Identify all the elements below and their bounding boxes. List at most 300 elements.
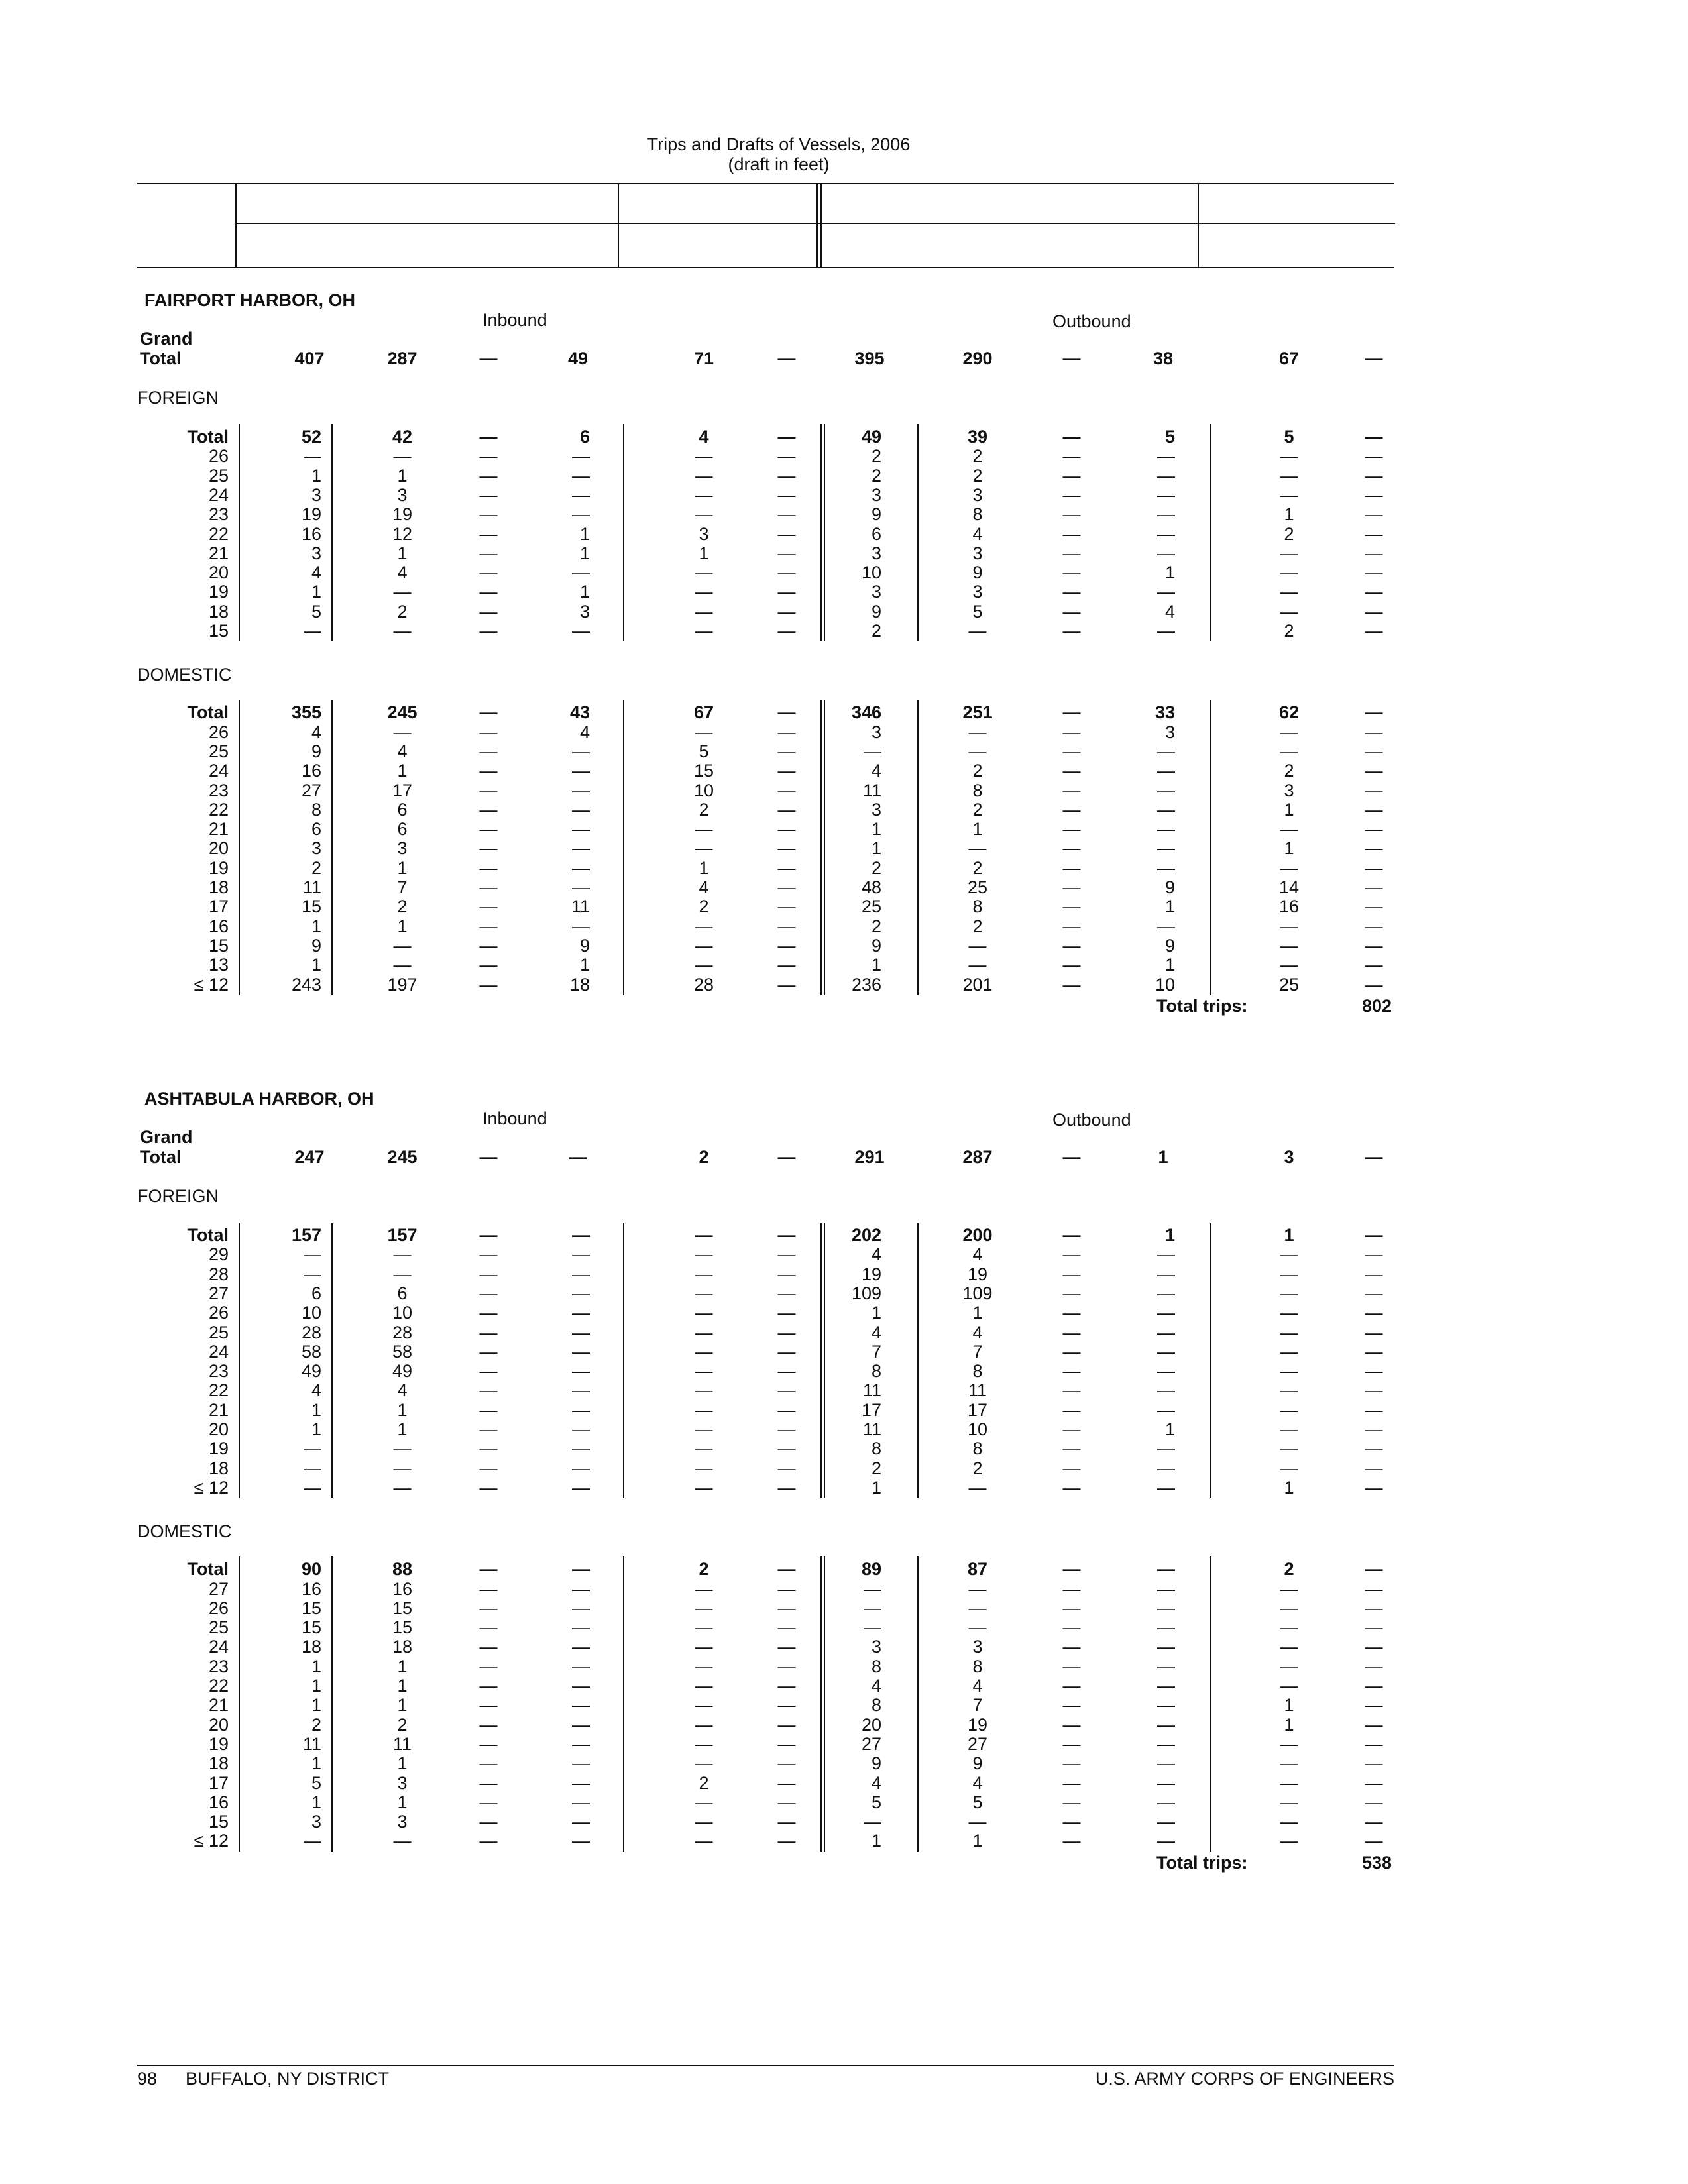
block-vline xyxy=(239,424,240,641)
inbound-cell: 1 xyxy=(397,916,408,936)
inbound-cell: — xyxy=(572,1419,590,1439)
outbound-cell: — xyxy=(1365,857,1383,878)
draft-label: 17 xyxy=(208,897,229,917)
inbound-cell: 15 xyxy=(693,761,714,781)
draft-label: 25 xyxy=(208,1322,229,1342)
inbound-cell: — xyxy=(572,761,590,781)
outbound-cell: — xyxy=(1280,446,1298,466)
outbound-cell: — xyxy=(1365,761,1383,781)
outbound-cell: 1 xyxy=(871,955,881,975)
inbound-label: Inbound xyxy=(482,310,547,330)
outbound-cell: — xyxy=(1365,446,1383,466)
outbound-cell: 1 xyxy=(972,1303,983,1323)
header-vline xyxy=(820,183,822,267)
outbound-cell: — xyxy=(1280,1264,1298,1284)
inbound-cell: — xyxy=(777,877,796,897)
draft-label: 21 xyxy=(208,1695,229,1716)
outbound-cell: 14 xyxy=(1278,877,1300,897)
outbound-cell: — xyxy=(1062,1559,1081,1580)
outbound-cell: 201 xyxy=(962,974,993,995)
draft-label: 17 xyxy=(208,1773,229,1793)
draft-label: 18 xyxy=(208,877,229,897)
outbound-cell: — xyxy=(1280,955,1298,975)
inbound-cell: 18 xyxy=(392,1637,413,1657)
outbound-cell: — xyxy=(864,1598,881,1618)
inbound-cell: — xyxy=(479,935,498,956)
outbound-cell: — xyxy=(1062,1695,1081,1716)
inbound-cell: 4 xyxy=(311,1380,321,1401)
draft-label: ≤ 12 xyxy=(194,1477,229,1498)
outbound-cell: 2 xyxy=(871,916,881,936)
outbound-cell: — xyxy=(1365,504,1383,525)
inbound-cell: 6 xyxy=(397,1283,408,1303)
outbound-cell: — xyxy=(1157,761,1175,781)
grand-total-outbound-cell: 287 xyxy=(962,1147,993,1167)
inbound-cell: 1 xyxy=(397,1676,408,1696)
inbound-cell: — xyxy=(695,1399,713,1420)
outbound-cell: 5 xyxy=(1164,427,1175,447)
outbound-cell: — xyxy=(1157,543,1175,563)
outbound-cell: — xyxy=(1365,722,1383,742)
inbound-cell: — xyxy=(479,621,498,641)
inbound-cell: 2 xyxy=(699,1559,709,1580)
inbound-cell: — xyxy=(572,1714,590,1735)
inbound-cell: 1 xyxy=(699,857,709,878)
inbound-cell: — xyxy=(479,1714,498,1735)
outbound-cell: — xyxy=(1280,722,1298,742)
outbound-cell: — xyxy=(1062,819,1081,840)
outbound-cell: — xyxy=(1365,1598,1383,1618)
outbound-cell: — xyxy=(968,1617,987,1638)
inbound-cell: — xyxy=(777,1676,796,1696)
inbound-cell: — xyxy=(777,916,796,936)
outbound-cell: — xyxy=(1280,1399,1298,1420)
draft-label: 25 xyxy=(208,1617,229,1638)
header-vline xyxy=(618,183,619,267)
outbound-cell: — xyxy=(1062,1458,1081,1478)
outbound-cell: 2 xyxy=(972,446,983,466)
outbound-cell: 3 xyxy=(1164,722,1175,742)
outbound-cell: 1 xyxy=(1284,1714,1294,1735)
total-trips-value: 802 xyxy=(1361,995,1392,1016)
outbound-cell: — xyxy=(1365,1264,1383,1284)
outbound-cell: — xyxy=(1365,1733,1383,1754)
inbound-cell: — xyxy=(479,1617,498,1638)
block-vline xyxy=(623,1223,624,1498)
inbound-cell: — xyxy=(304,1439,321,1459)
inbound-cell: — xyxy=(695,1380,713,1401)
grand-total-outbound-cell: — xyxy=(1365,349,1383,368)
inbound-cell: 1 xyxy=(579,523,590,544)
inbound-cell: 15 xyxy=(301,1598,321,1618)
inbound-cell: — xyxy=(572,1361,590,1382)
inbound-cell: — xyxy=(479,1244,498,1265)
outbound-cell: — xyxy=(1157,1792,1175,1812)
inbound-cell: — xyxy=(393,1458,412,1478)
grand-total-outbound-cell: — xyxy=(1365,1147,1383,1167)
inbound-cell: — xyxy=(777,1578,796,1599)
outbound-cell: 4 xyxy=(871,1322,881,1342)
inbound-cell: 3 xyxy=(397,838,408,859)
outbound-cell: — xyxy=(1062,1831,1081,1851)
inbound-cell: 243 xyxy=(291,974,321,995)
inbound-cell: — xyxy=(777,1225,796,1245)
inbound-cell: — xyxy=(695,1617,713,1638)
outbound-cell: — xyxy=(1157,621,1175,641)
outbound-cell: — xyxy=(1365,1792,1383,1812)
inbound-cell: 1 xyxy=(311,955,321,975)
inbound-cell: 1 xyxy=(579,543,590,563)
draft-label: 19 xyxy=(208,1733,229,1754)
outbound-cell: 3 xyxy=(972,1637,983,1657)
inbound-cell: — xyxy=(695,1637,713,1657)
header-top-rule xyxy=(137,183,1394,184)
outbound-cell: 9 xyxy=(871,504,881,525)
outbound-cell: 1 xyxy=(1284,1695,1294,1716)
outbound-cell: — xyxy=(1365,1656,1383,1676)
inbound-cell: 1 xyxy=(699,543,709,563)
inbound-cell: — xyxy=(777,1477,796,1498)
outbound-cell: 8 xyxy=(871,1656,881,1676)
inbound-cell: — xyxy=(777,1773,796,1793)
inbound-cell: 90 xyxy=(301,1559,321,1580)
outbound-cell: 89 xyxy=(861,1559,881,1580)
outbound-cell: 3 xyxy=(871,484,881,505)
inbound-cell: — xyxy=(479,484,498,505)
block-vline xyxy=(331,1223,333,1498)
outbound-cell: — xyxy=(968,621,987,641)
inbound-cell: — xyxy=(695,1695,713,1716)
inbound-cell: — xyxy=(695,1812,713,1832)
outbound-cell: — xyxy=(1062,1753,1081,1774)
draft-label: 15 xyxy=(208,621,229,641)
inbound-cell: 1 xyxy=(311,1656,321,1676)
inbound-cell: — xyxy=(777,955,796,975)
outbound-cell: 2 xyxy=(871,1458,881,1478)
outbound-cell: — xyxy=(1062,601,1081,622)
outbound-cell: 7 xyxy=(871,1341,881,1362)
inbound-cell: — xyxy=(479,741,498,761)
draft-label: 24 xyxy=(208,484,229,505)
inbound-cell: 1 xyxy=(311,1792,321,1812)
inbound-cell: — xyxy=(777,741,796,761)
outbound-cell: — xyxy=(1157,1695,1175,1716)
outbound-cell: — xyxy=(1062,1812,1081,1832)
outbound-cell: — xyxy=(1062,484,1081,505)
outbound-cell: 202 xyxy=(851,1225,881,1245)
inbound-cell: — xyxy=(479,1419,498,1439)
foreign-label: FOREIGN xyxy=(137,1186,219,1206)
inbound-cell: — xyxy=(572,780,590,800)
draft-label: 21 xyxy=(208,543,229,563)
block-vline xyxy=(1210,1556,1211,1852)
inbound-cell: — xyxy=(695,1341,713,1362)
draft-label: 22 xyxy=(208,1676,229,1696)
inbound-cell: 5 xyxy=(311,1773,321,1793)
draft-label: 25 xyxy=(208,741,229,761)
outbound-cell: — xyxy=(1157,1458,1175,1478)
outbound-cell: 11 xyxy=(862,1419,881,1439)
draft-label: ≤ 12 xyxy=(194,1831,229,1851)
inbound-cell: — xyxy=(479,1458,498,1478)
inbound-cell: 12 xyxy=(392,523,413,544)
inbound-cell: — xyxy=(695,1439,713,1459)
outbound-cell: — xyxy=(1157,1341,1175,1362)
outbound-cell: — xyxy=(1062,1439,1081,1459)
inbound-cell: 1 xyxy=(397,857,408,878)
draft-label: 27 xyxy=(208,1283,229,1303)
inbound-cell: — xyxy=(777,1792,796,1812)
inbound-cell: 19 xyxy=(301,504,321,525)
inbound-cell: — xyxy=(695,1264,713,1284)
outbound-cell: — xyxy=(1062,1225,1081,1245)
grand-total-inbound-cell: 407 xyxy=(294,349,325,368)
outbound-cell: — xyxy=(1365,1419,1383,1439)
inbound-cell: — xyxy=(393,935,412,956)
outbound-cell: — xyxy=(864,741,881,761)
inbound-cell: — xyxy=(777,1458,796,1478)
inbound-cell: — xyxy=(695,1419,713,1439)
outbound-cell: — xyxy=(1157,1477,1175,1498)
outbound-cell: — xyxy=(1365,955,1383,975)
outbound-cell: 9 xyxy=(1164,935,1175,956)
header-bottom-rule xyxy=(137,267,1394,268)
inbound-cell: — xyxy=(304,1244,321,1265)
inbound-cell: — xyxy=(777,1753,796,1774)
outbound-cell: — xyxy=(1062,702,1081,723)
outbound-cell: — xyxy=(1365,601,1383,622)
outbound-cell: — xyxy=(1062,1419,1081,1439)
inbound-cell: — xyxy=(572,1341,590,1362)
total-trips-value: 538 xyxy=(1361,1852,1392,1873)
inbound-cell: 11 xyxy=(571,897,590,917)
inbound-cell: — xyxy=(479,504,498,525)
harbor-name: ASHTABULA HARBOR, OH xyxy=(144,1089,374,1109)
outbound-cell: — xyxy=(1280,1380,1298,1401)
outbound-cell: — xyxy=(1280,1439,1298,1459)
outbound-cell: 4 xyxy=(871,1244,881,1265)
grand-total-inbound-cell: 2 xyxy=(699,1147,709,1167)
outbound-cell: — xyxy=(1365,935,1383,956)
outbound-cell: 19 xyxy=(861,1264,881,1284)
domestic-label: DOMESTIC xyxy=(137,1521,232,1542)
outbound-cell: 5 xyxy=(1284,427,1294,447)
inbound-cell: — xyxy=(777,857,796,878)
inbound-cell: 10 xyxy=(301,1303,321,1323)
inbound-cell: — xyxy=(572,1598,590,1618)
inbound-cell: 58 xyxy=(392,1341,413,1362)
outbound-cell: 27 xyxy=(861,1733,881,1754)
draft-label: 18 xyxy=(208,601,229,622)
district-name: BUFFALO, NY DISTRICT xyxy=(186,2069,390,2089)
block-vline xyxy=(623,1556,624,1852)
draft-label: 29 xyxy=(208,1244,229,1265)
inbound-cell: 17 xyxy=(392,780,413,800)
inbound-cell: — xyxy=(479,780,498,800)
outbound-cell: — xyxy=(1157,1637,1175,1657)
block-vline xyxy=(1210,700,1211,995)
outbound-cell: — xyxy=(1062,1477,1081,1498)
outbound-cell: — xyxy=(1062,523,1081,544)
outbound-cell: 62 xyxy=(1278,702,1300,723)
outbound-cell: 10 xyxy=(967,1419,988,1439)
outbound-cell: — xyxy=(1157,1361,1175,1382)
outbound-cell: — xyxy=(864,1812,881,1832)
outbound-cell: — xyxy=(1280,1578,1298,1599)
inbound-cell: — xyxy=(572,1656,590,1676)
inbound-cell: — xyxy=(572,916,590,936)
inbound-cell: 2 xyxy=(699,897,709,917)
draft-label: 26 xyxy=(208,1303,229,1323)
inbound-cell: 2 xyxy=(397,897,408,917)
outbound-cell: — xyxy=(1157,1303,1175,1323)
inbound-cell: — xyxy=(695,1714,713,1735)
inbound-cell: — xyxy=(572,1380,590,1401)
inbound-cell: — xyxy=(777,1559,796,1580)
outbound-cell: — xyxy=(1365,1695,1383,1716)
inbound-cell: 28 xyxy=(693,974,714,995)
grand-total-inbound-cell: — xyxy=(569,1147,587,1167)
outbound-cell: 4 xyxy=(972,1322,983,1342)
outbound-cell: — xyxy=(1365,582,1383,602)
outbound-cell: 11 xyxy=(862,780,881,800)
inbound-cell: — xyxy=(777,1264,796,1284)
inbound-cell: — xyxy=(777,761,796,781)
outbound-cell: — xyxy=(1365,1380,1383,1401)
inbound-cell: — xyxy=(695,1225,713,1245)
outbound-cell: 4 xyxy=(871,761,881,781)
outbound-cell: — xyxy=(1062,563,1081,583)
inbound-cell: — xyxy=(695,1656,713,1676)
outbound-cell: — xyxy=(1365,621,1383,641)
inbound-cell: — xyxy=(777,621,796,641)
draft-label: 23 xyxy=(208,1656,229,1676)
grand-total-inbound-cell: 49 xyxy=(567,349,589,368)
inbound-cell: 67 xyxy=(693,702,714,723)
outbound-cell: — xyxy=(1157,465,1175,486)
outbound-cell: — xyxy=(1280,1773,1298,1793)
outbound-cell: 1 xyxy=(1164,955,1175,975)
agency-name: U.S. ARMY CORPS OF ENGINEERS xyxy=(1095,2069,1394,2089)
outbound-cell: 2 xyxy=(871,857,881,878)
outbound-cell: 2 xyxy=(871,465,881,486)
outbound-cell: — xyxy=(1280,741,1298,761)
inbound-cell: — xyxy=(393,722,412,742)
outbound-cell: — xyxy=(1062,1399,1081,1420)
outbound-cell: — xyxy=(1062,1361,1081,1382)
block-vline xyxy=(331,700,333,995)
grand-total-label: Grand Total xyxy=(140,1127,193,1167)
outbound-cell: — xyxy=(1280,1458,1298,1478)
outbound-cell: 7 xyxy=(972,1695,983,1716)
inbound-cell: — xyxy=(777,1303,796,1323)
inbound-cell: 1 xyxy=(311,1695,321,1716)
outbound-cell: 5 xyxy=(972,601,983,622)
inbound-cell: 49 xyxy=(392,1361,413,1382)
draft-label: 26 xyxy=(208,1598,229,1618)
outbound-cell: — xyxy=(1365,1399,1383,1420)
inbound-cell: — xyxy=(479,819,498,840)
outbound-cell: — xyxy=(1365,1831,1383,1851)
outbound-cell: — xyxy=(1280,1322,1298,1342)
inbound-cell: 2 xyxy=(311,857,321,878)
grand-total-outbound-cell: 291 xyxy=(854,1147,885,1167)
draft-label: 20 xyxy=(208,1419,229,1439)
outbound-cell: 10 xyxy=(861,563,881,583)
outbound-cell: — xyxy=(1280,857,1298,878)
inbound-cell: — xyxy=(777,1617,796,1638)
draft-label: 15 xyxy=(208,1812,229,1832)
outbound-cell: 9 xyxy=(871,601,881,622)
outbound-cell: — xyxy=(968,1598,987,1618)
outbound-cell: — xyxy=(1062,1714,1081,1735)
outbound-cell: 49 xyxy=(861,427,881,447)
outbound-cell: — xyxy=(1365,1773,1383,1793)
inbound-cell: — xyxy=(479,1303,498,1323)
block-vline xyxy=(331,424,333,641)
outbound-cell: — xyxy=(1157,1714,1175,1735)
outbound-cell: — xyxy=(1157,819,1175,840)
inbound-cell: 3 xyxy=(699,523,709,544)
inbound-cell: 18 xyxy=(301,1637,321,1657)
outbound-cell: — xyxy=(1365,1283,1383,1303)
outbound-cell: — xyxy=(1157,857,1175,878)
outbound-cell: — xyxy=(1062,1773,1081,1793)
outbound-cell: — xyxy=(1157,1399,1175,1420)
outbound-cell: 2 xyxy=(972,799,983,820)
outbound-cell: — xyxy=(1157,799,1175,820)
outbound-cell: 1 xyxy=(871,1831,881,1851)
inbound-cell: — xyxy=(479,1341,498,1362)
inbound-cell: — xyxy=(695,916,713,936)
inbound-cell: — xyxy=(572,563,590,583)
inbound-cell: 197 xyxy=(387,974,418,995)
outbound-cell: — xyxy=(968,741,987,761)
inbound-cell: — xyxy=(695,621,713,641)
inbound-cell: — xyxy=(479,877,498,897)
inbound-cell: — xyxy=(695,1578,713,1599)
outbound-cell: 6 xyxy=(871,523,881,544)
outbound-cell: — xyxy=(1157,1598,1175,1618)
inbound-cell: — xyxy=(479,761,498,781)
inbound-cell: 3 xyxy=(311,838,321,859)
outbound-cell: — xyxy=(1280,1676,1298,1696)
inbound-cell: 4 xyxy=(699,877,709,897)
inbound-cell: 10 xyxy=(392,1303,413,1323)
outbound-cell: — xyxy=(968,955,987,975)
block-vline xyxy=(917,700,919,995)
grand-total-outbound-cell: 1 xyxy=(1158,1147,1168,1167)
inbound-cell: — xyxy=(479,563,498,583)
outbound-cell: — xyxy=(1280,916,1298,936)
outbound-cell: — xyxy=(1280,1244,1298,1265)
inbound-cell: — xyxy=(777,780,796,800)
outbound-cell: — xyxy=(1280,563,1298,583)
outbound-cell: 3 xyxy=(972,582,983,602)
draft-label: 20 xyxy=(208,563,229,583)
outbound-cell: 1 xyxy=(871,838,881,859)
outbound-cell: 236 xyxy=(851,974,881,995)
inbound-cell: — xyxy=(479,1225,498,1245)
inbound-cell: — xyxy=(572,1792,590,1812)
outbound-cell: — xyxy=(1157,1264,1175,1284)
outbound-cell: — xyxy=(1062,838,1081,859)
outbound-cell: 8 xyxy=(972,504,983,525)
outbound-cell: — xyxy=(1280,1831,1298,1851)
inbound-cell: — xyxy=(777,1439,796,1459)
inbound-cell: 1 xyxy=(311,582,321,602)
inbound-cell: 16 xyxy=(301,523,321,544)
